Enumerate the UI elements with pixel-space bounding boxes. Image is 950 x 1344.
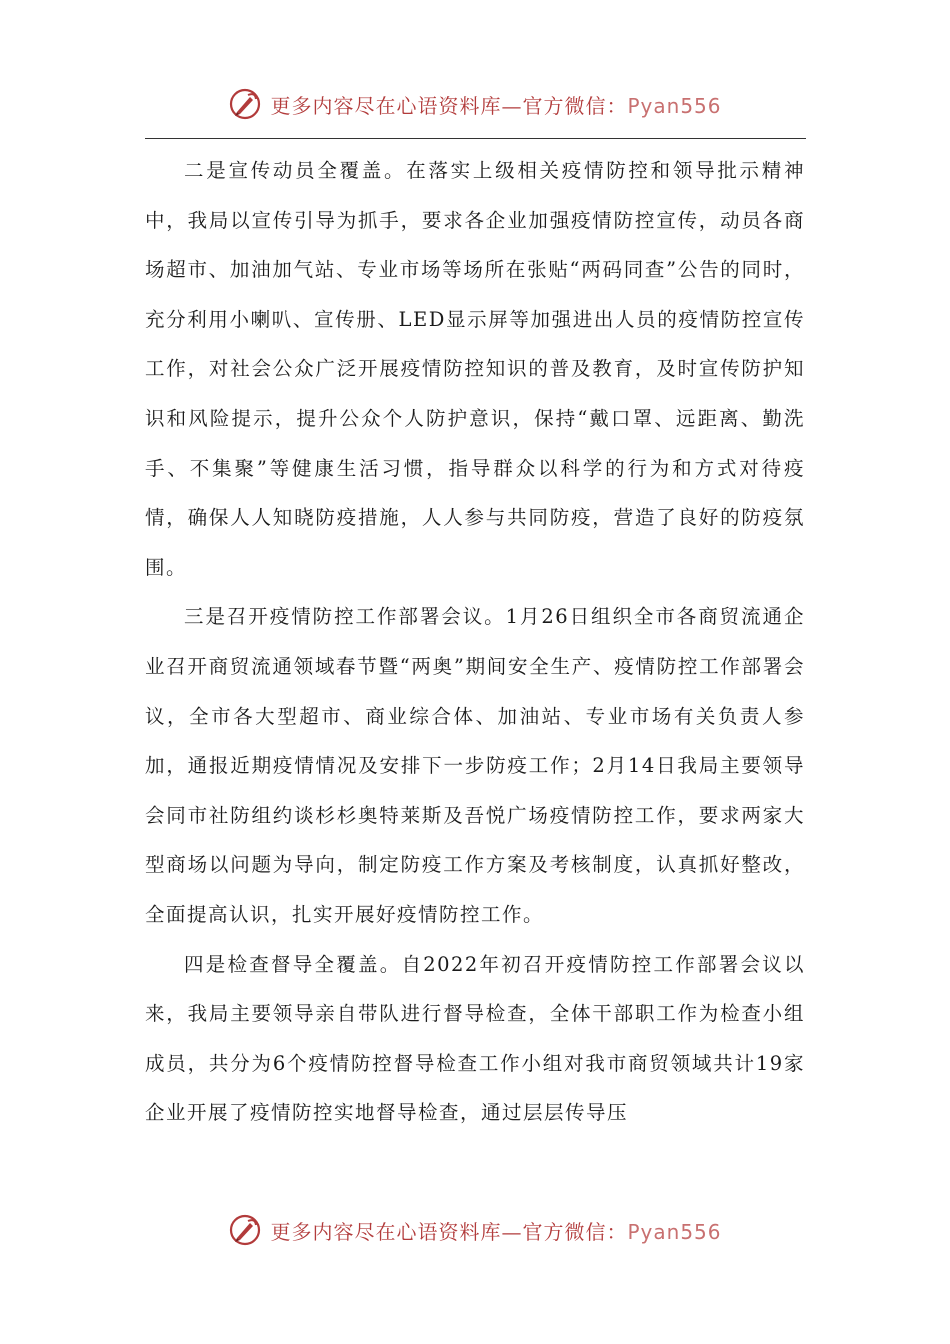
- pen-logo-icon: [228, 87, 262, 121]
- watermark-main-text: 更多内容尽在心语资料库—官方微信：: [270, 93, 628, 118]
- paragraph-inspection: 四是检查督导全覆盖。自2022年初召开疫情防控工作部署会议以来，我局主要领导亲自带队进行督导检查，全体干部职工作为检查小组成员，共分为6个疫情防控督导检查工作小组对我市商贸领域共计19家企业开展了疫情防控实地督导检查，通过层层传导压: [145, 952, 805, 1125]
- pen-logo-icon: [228, 1213, 262, 1247]
- watermark-wechat-id: Pyan556: [627, 93, 722, 118]
- footer-watermark: [0, 1210, 950, 1250]
- watermark-text: [270, 1216, 721, 1245]
- paragraph-publicity: 二是宣传动员全覆盖。在落实上级相关疫情防控和领导批示精神中，我局以宣传引导为抓手，要求各企业加强疫情防控宣传，动员各商场超市、加油加气站、专业市场等场所在张贴“两码同查”公告的同时，充分利用小喇叭、宣传册、LED显示屏等加强进出人员的疫情防控宣传工作，对社会公众广泛开展疫情防控知识的普及教育，及时宣传防护知识和风险提示，提升公众个人防护意识，保持“戴口罩、远距离、勤洗手、不集聚”等健康生活习惯，指导群众以科学的行为和方式对待疫情，确保人人知晓防疫措施，人人参与共同防疫，营造了良好的防疫氛围。: [145, 159, 805, 579]
- watermark-text: [270, 90, 721, 119]
- watermark-main-text: 更多内容尽在心语资料库—官方微信：: [270, 1219, 628, 1244]
- watermark-wechat-id: Pyan556: [627, 1219, 722, 1244]
- header-divider: [145, 138, 806, 139]
- paragraph-meeting: 三是召开疫情防控工作部署会议。1月26日组织全市各商贸流通企业召开商贸流通领域春节暨“两奥”期间安全生产、疫情防控工作部署会议，全市各大型超市、商业综合体、加油站、专业市场有关负责人参加，通报近期疫情情况及安排下一步防疫工作；2月14日我局主要领导会同市社防组约谈杉杉奥特莱斯及吾悦广场疫情防控工作，要求两家大型商场以问题为导向，制定防疫工作方案及考核制度，认真抓好整改，全面提高认识，扎实开展好疫情防控工作。: [145, 605, 805, 926]
- header-watermark: [0, 84, 950, 124]
- document-body: [145, 146, 805, 1138]
